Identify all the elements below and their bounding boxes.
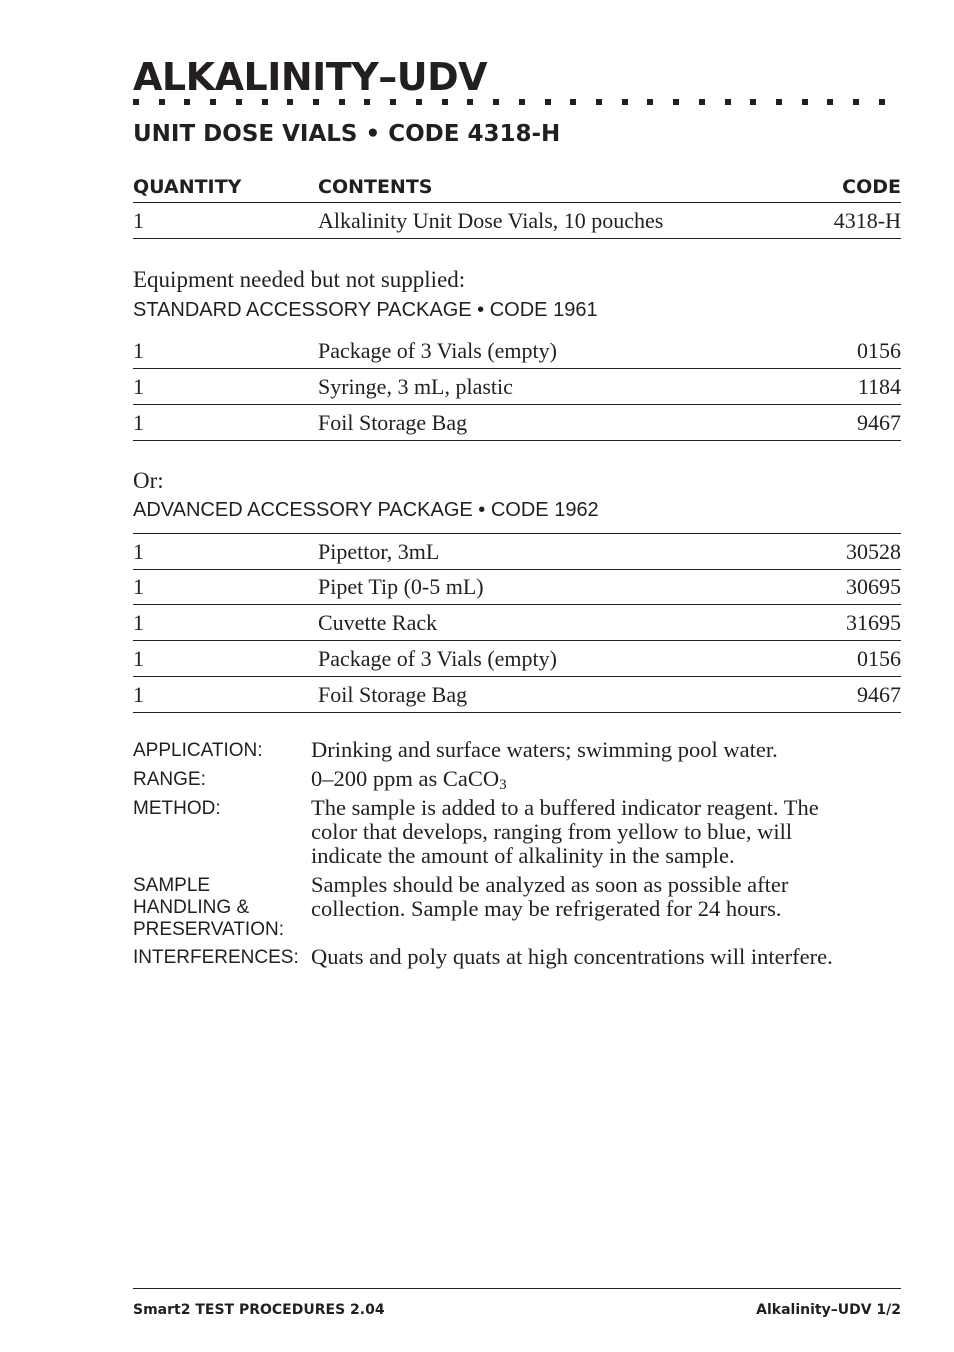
equipment-note: Equipment needed but not supplied: [133, 267, 466, 292]
footer-left: Smart2 TEST PROCEDURES 2.04 [133, 1302, 385, 1318]
divider-dot [390, 99, 396, 105]
sample-label-line: PRESERVATION: [133, 919, 284, 940]
header-contents: CONTENTS [318, 176, 433, 198]
sample-line: Samples should be analyzed as soon as possible after [311, 872, 789, 897]
method-line: indicate the amount of alkalinity in the sample. [311, 843, 735, 868]
footer-rule [133, 1288, 901, 1289]
method-line: The sample is added to a buffered indicator reagent. The [311, 795, 819, 820]
advanced-contents: Foil Storage Bag [318, 682, 468, 707]
method-text [311, 796, 901, 868]
header-code: CODE [842, 176, 901, 198]
advanced-code: 30695 [846, 574, 901, 599]
range-subscript: 3 [499, 777, 507, 793]
divider-dot [159, 99, 165, 105]
divider-dot [699, 99, 705, 105]
application-label: APPLICATION: [133, 740, 263, 761]
divider-dot [519, 99, 525, 105]
standard-code: 9467 [857, 410, 901, 435]
advanced-qty: 1 [133, 610, 144, 635]
divider-dot [570, 99, 576, 105]
divider-dot [210, 99, 216, 105]
kit-row [133, 203, 901, 239]
standard-qty: 1 [133, 338, 144, 363]
standard-qty: 1 [133, 410, 144, 435]
divider-dot [416, 99, 422, 105]
advanced-contents: Pipet Tip (0-5 mL) [318, 574, 484, 599]
divider-dot [647, 99, 653, 105]
method-label: METHOD: [133, 798, 221, 819]
standard-row [133, 405, 901, 441]
advanced-row [133, 533, 901, 570]
interferences-text: Quats and poly quats at high concentrations will interfere. [311, 944, 833, 969]
advanced-contents: Package of 3 Vials (empty) [318, 646, 557, 671]
advanced-qty: 1 [133, 646, 144, 671]
range-text: 0–200 ppm as CaCO [311, 766, 500, 791]
divider-dot [184, 99, 190, 105]
divider-dot [236, 99, 242, 105]
divider-dot [622, 99, 628, 105]
advanced-row [133, 677, 901, 713]
dotted-divider [133, 99, 885, 107]
divider-dot [725, 99, 731, 105]
divider-dot [853, 99, 859, 105]
range-value [311, 767, 901, 791]
standard-contents: Syringe, 3 mL, plastic [318, 374, 513, 399]
divider-dot [673, 99, 679, 105]
standard-package-title: STANDARD ACCESSORY PACKAGE • CODE 1961 [133, 299, 598, 321]
kit-code: 4318-H [833, 208, 901, 233]
divider-dot [776, 99, 782, 105]
kit-table-header [133, 174, 901, 203]
footer-right: Alkalinity–UDV 1/2 [756, 1302, 901, 1318]
advanced-row [133, 569, 901, 605]
standard-qty: 1 [133, 374, 144, 399]
sample-label-line: SAMPLE [133, 875, 211, 896]
sample-handling-text [311, 873, 901, 921]
advanced-code: 0156 [857, 646, 901, 671]
kit-qty: 1 [133, 208, 144, 233]
divider-dot [133, 99, 139, 105]
sample-label-line: HANDLING & [133, 897, 250, 918]
page-subtitle: UNIT DOSE VIALS • CODE 4318-H [133, 121, 561, 147]
divider-dot [827, 99, 833, 105]
advanced-package-title: ADVANCED ACCESSORY PACKAGE • CODE 1962 [133, 499, 599, 521]
divider-dot [493, 99, 499, 105]
kit-contents: Alkalinity Unit Dose Vials, 10 pouches [318, 208, 664, 233]
divider-dot [750, 99, 756, 105]
interferences-label: INTERFERENCES: [133, 947, 299, 968]
divider-dot [364, 99, 370, 105]
advanced-row [133, 641, 901, 677]
divider-dot [262, 99, 268, 105]
advanced-qty: 1 [133, 574, 144, 599]
divider-dot [596, 99, 602, 105]
standard-row [133, 369, 901, 405]
advanced-qty: 1 [133, 682, 144, 707]
divider-dot [545, 99, 551, 105]
divider-dot [879, 99, 885, 105]
range-label: RANGE: [133, 769, 206, 790]
method-line: color that develops, ranging from yellow to blue, will [311, 819, 793, 844]
sample-line: collection. Sample may be refrigerated for 24 hours. [311, 896, 782, 921]
divider-dot [467, 99, 473, 105]
application-text: Drinking and surface waters; swimming pool water. [311, 737, 778, 762]
standard-row [133, 333, 901, 369]
or-note: Or: [133, 468, 164, 493]
divider-dot [442, 99, 448, 105]
advanced-contents: Pipettor, 3mL [318, 539, 440, 564]
advanced-contents: Cuvette Rack [318, 610, 438, 635]
advanced-code: 9467 [857, 682, 901, 707]
divider-dot [287, 99, 293, 105]
advanced-code: 31695 [846, 610, 901, 635]
header-quantity: QUANTITY [133, 176, 242, 198]
standard-code: 0156 [857, 338, 901, 363]
advanced-row [133, 605, 901, 641]
advanced-code: 30528 [846, 539, 901, 564]
standard-contents: Package of 3 Vials (empty) [318, 338, 557, 363]
standard-code: 1184 [857, 374, 901, 399]
divider-dot [313, 99, 319, 105]
standard-contents: Foil Storage Bag [318, 410, 468, 435]
advanced-qty: 1 [133, 539, 144, 564]
sample-handling-label [133, 875, 309, 941]
divider-dot [339, 99, 345, 105]
page-title: ALKALINITY–UDV [133, 55, 488, 99]
divider-dot [802, 99, 808, 105]
